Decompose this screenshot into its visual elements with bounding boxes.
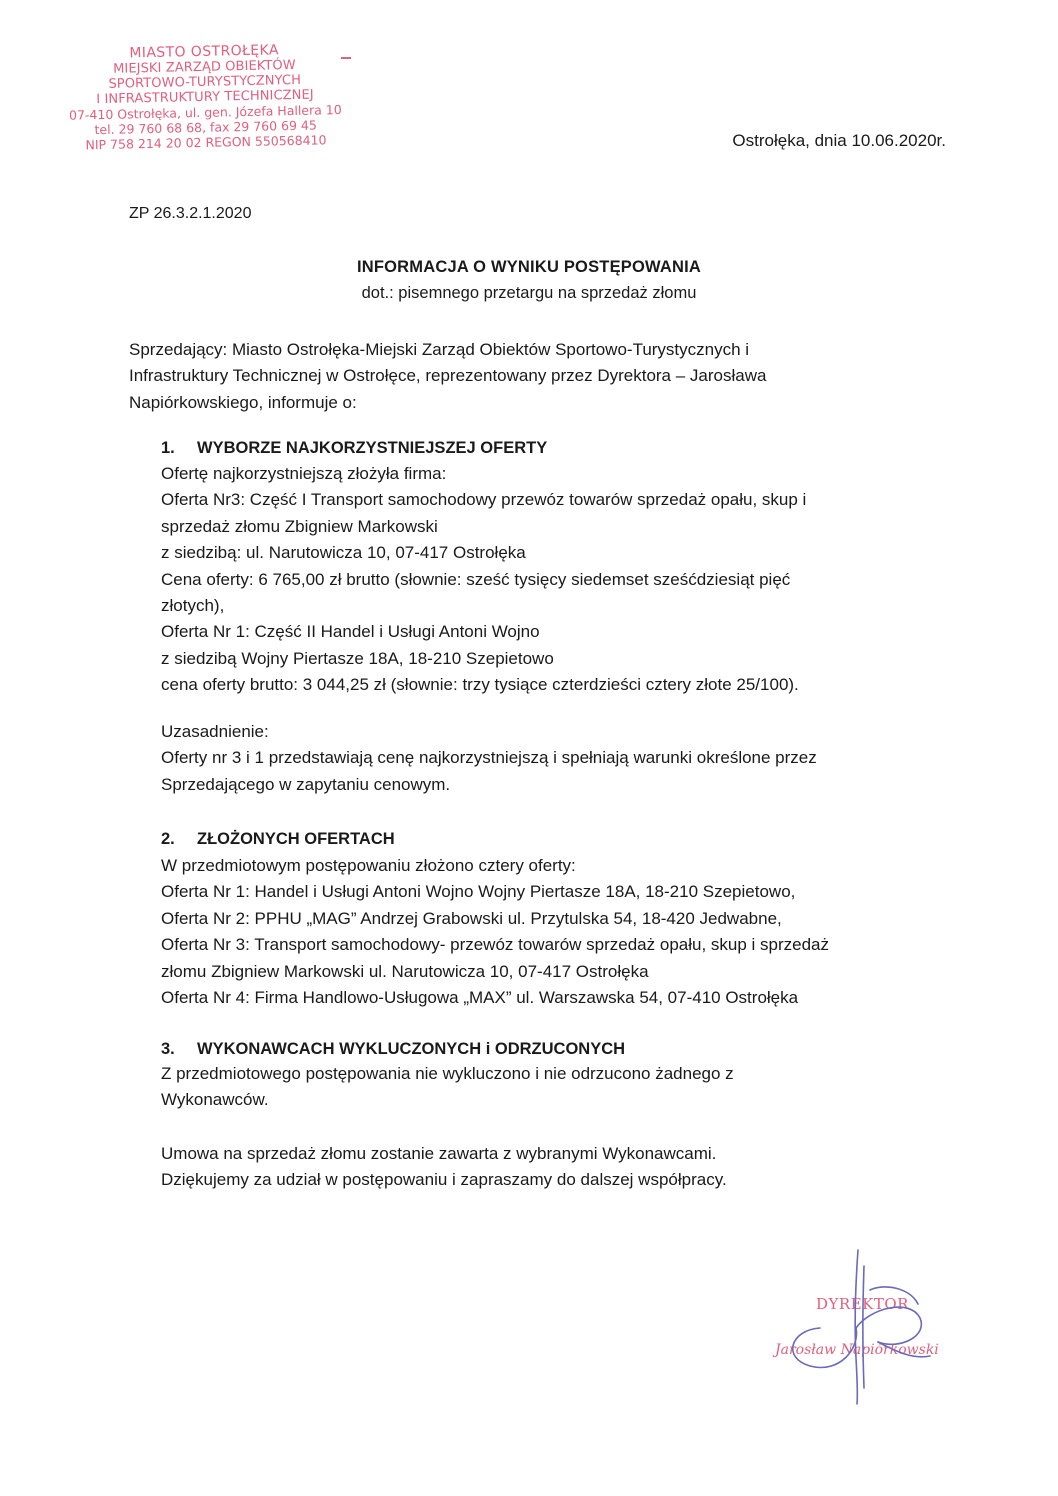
text-line: Oferta Nr 3: Transport samochodowy- przewóz towarów sprzedaż opału, skup i sprzedaż (161, 935, 830, 955)
intro-paragraph (129, 337, 766, 416)
text-line: Sprzedający: Miasto Ostrołęka-Miejski Zarząd Obiektów Sportowo-Turystycznych i (129, 340, 750, 359)
stamp-line: SPORTOWO-TURYSTYCZNYCH (108, 72, 302, 92)
handwritten-signature (760, 1238, 1000, 1408)
section-1-body (161, 461, 806, 699)
text-line: Cena oferty: 6 765,00 zł brutto (słownie: sześć tysięcy siedemset sześćdziesiąt pięć (161, 569, 791, 589)
section-1-heading (161, 439, 547, 458)
stamp-line: 07-410 Ostrołęka, ul. gen. Józefa Hallera 10 (68, 101, 342, 123)
document-title: INFORMACJA O WYNIKU POSTĘPOWANIA (356, 258, 702, 276)
section-heading-text: WYBORZE NAJKORZYSTNIEJSZEJ OFERTY (197, 439, 548, 457)
signature-block (760, 1238, 1000, 1408)
signature-title: DYREKTOR (816, 1295, 909, 1313)
place-and-date: Ostrołęka, dnia 10.06.2020r. (732, 131, 946, 150)
section-3-body (161, 1061, 734, 1114)
text-line: Uzasadnienie: (161, 722, 269, 741)
text-line: cena oferty brutto: 3 044,25 zł (słownie: trzy tysiące czterdzieści cztery złote 25/100). (161, 675, 799, 695)
text-line: Z przedmiotowego postępowania nie wykluczono i nie odrzucono żadnego z (161, 1064, 734, 1083)
text-line: Napiórkowskiego, informuje o: (129, 392, 357, 412)
text-line: Oferta Nr3: Część I Transport samochodowy przewóz towarów sprzedaż opału, skup i (161, 490, 807, 510)
text-line: sprzedaż złomu Zbigniew Markowski (161, 516, 438, 536)
text-line: Oferty nr 3 i 1 przedstawiają cenę najkorzystniejszą i spełniają warunki określone przez (161, 748, 817, 768)
closing-paragraph (161, 1141, 727, 1194)
text-line: Ofertę najkorzystniejszą złożyła firma: (161, 464, 447, 483)
text-line: Umowa na sprzedaż złomu zostanie zawarta z wybranymi Wykonawcami. (161, 1144, 717, 1163)
text-line: z siedzibą: ul. Narutowicza 10, 07-417 Ostrołęka (161, 543, 526, 563)
institution-stamp (54, 42, 356, 153)
stamp-dash (341, 57, 351, 59)
section-heading-text: ZŁOŻONYCH OFERTACH (197, 830, 395, 848)
stamp-line: MIEJSKI ZARZĄD OBIEKTÓW (112, 57, 296, 77)
text-line: Wykonawców. (161, 1090, 269, 1110)
section-2-body (161, 853, 829, 1011)
stamp-line: I INFRASTRUKTURY TECHNICZNEJ (96, 87, 314, 108)
text-line: Oferta Nr 1: Handel i Usługi Antoni Wojno Wojny Piertasze 18A, 18-210 Szepietowo, (161, 882, 796, 902)
document-subtitle: dot.: pisemnego przetargu na sprzedaż złomu (361, 284, 697, 302)
text-line: Sprzedającego w zapytaniu cenowym. (161, 774, 451, 794)
justification-paragraph (161, 719, 817, 798)
stamp-line: NIP 758 214 20 02 REGON 550568410 (85, 132, 327, 153)
text-line: Oferta Nr 4: Firma Handlowo-Usługowa „MAX” ul. Warszawska 54, 07-410 Ostrołęka (161, 988, 799, 1008)
text-line: Dziękujemy za udział w postępowaniu i zapraszamy do dalszej współpracy. (161, 1170, 727, 1190)
text-line: z siedzibą Wojny Piertasze 18A, 18-210 Szepietowo (161, 648, 554, 668)
text-line: złomu Zbigniew Markowski ul. Narutowicza 10, 07-417 Ostrołęka (161, 961, 649, 981)
section-number: 3. (161, 1040, 175, 1058)
stamp-line: MIASTO OSTROŁĘKA (129, 42, 280, 62)
section-number: 2. (161, 830, 175, 848)
text-line: złotych), (161, 596, 225, 616)
section-2-heading (161, 830, 395, 849)
section-number: 1. (161, 439, 175, 457)
signature-name: Jarosław Napiórkowski (775, 1342, 939, 1358)
text-line: W przedmiotowym postępowaniu złożono cztery oferty: (161, 856, 576, 875)
stamp-line: tel. 29 760 68 68, fax 29 760 69 45 (94, 117, 318, 138)
text-line: Oferta Nr 1: Część II Handel i Usługi Antoni Wojno (161, 622, 540, 642)
section-3-heading (161, 1040, 625, 1059)
text-line: Infrastruktury Technicznej w Ostrołęce, reprezentowany przez Dyrektora – Jarosława (129, 366, 767, 386)
reference-number: ZP 26.3.2.1.2020 (129, 205, 252, 222)
text-line: Oferta Nr 2: PPHU „MAG” Andrzej Grabowski ul. Przytulska 54, 18-420 Jedwabne, (161, 908, 782, 928)
section-heading-text: WYKONAWCACH WYKLUCZONYCH i ODRZUCONYCH (197, 1040, 626, 1058)
